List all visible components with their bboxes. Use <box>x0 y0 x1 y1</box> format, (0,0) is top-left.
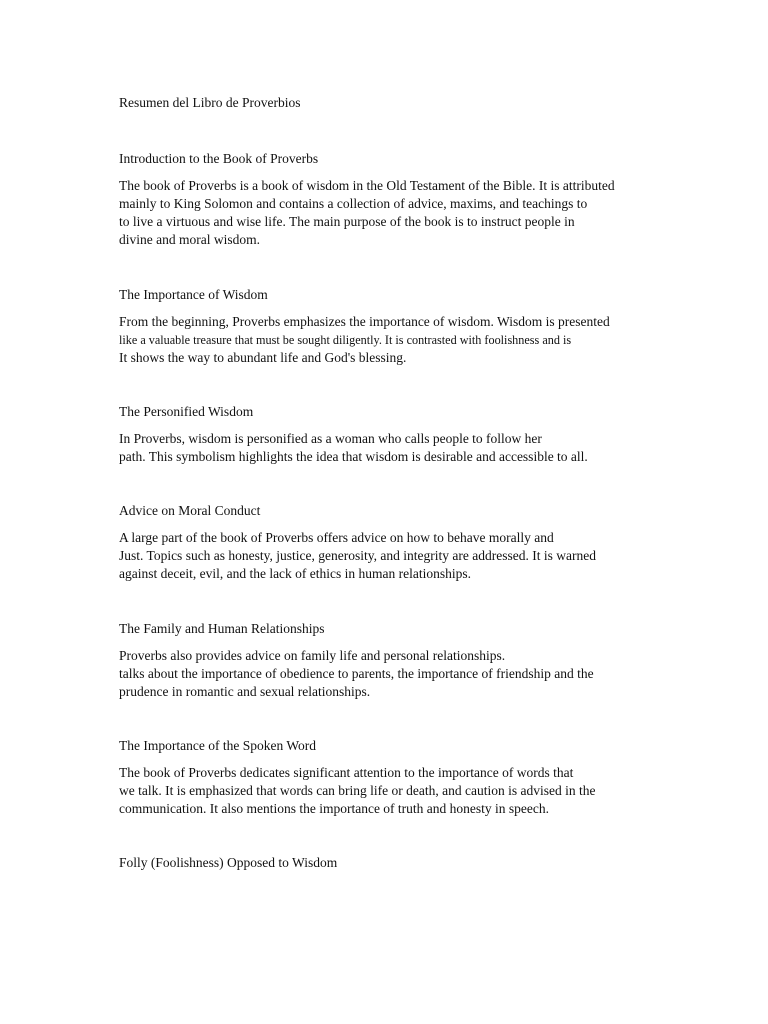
section-importance-of-wisdom <box>119 286 739 367</box>
paragraph-line: Just. Topics such as honesty, justice, generosity, and integrity are addressed. It is warned <box>119 548 596 563</box>
section-heading: Introduction to the Book of Proverbs <box>119 151 319 166</box>
paragraph-line: The book of Proverbs is a book of wisdom in the Old Testament of the Bible. It is attributed <box>119 178 615 193</box>
paragraph-line: we talk. It is emphasized that words can bring life or death, and caution is advised in the <box>119 783 596 798</box>
section-moral-conduct <box>119 502 739 583</box>
paragraph-line: In Proverbs, wisdom is personified as a woman who calls people to follow her <box>119 431 542 446</box>
paragraph-line: Proverbs also provides advice on family life and personal relationships. <box>119 648 506 663</box>
paragraph-line: to live a virtuous and wise life. The main purpose of the book is to instruct people in <box>119 214 575 229</box>
paragraph-line: From the beginning, Proverbs emphasizes the importance of wisdom. Wisdom is presented <box>119 314 610 329</box>
section-heading: The Family and Human Relationships <box>119 621 325 636</box>
section-family-relationships <box>119 620 739 701</box>
section-personified-wisdom <box>119 403 739 466</box>
paragraph-line: mainly to King Solomon and contains a collection of advice, maxims, and teachings to <box>119 196 588 211</box>
paragraph-line: like a valuable treasure that must be sought diligently. It is contrasted with foolishness and is <box>119 333 572 347</box>
paragraph-line: talks about the importance of obedience to parents, the importance of friendship and the <box>119 666 594 681</box>
paragraph-line: path. This symbolism highlights the idea that wisdom is desirable and accessible to all. <box>119 449 588 464</box>
section-heading: The Personified Wisdom <box>119 404 254 419</box>
section-heading: The Importance of Wisdom <box>119 287 268 302</box>
section-heading: Advice on Moral Conduct <box>119 503 261 518</box>
paragraph-line: The book of Proverbs dedicates significant attention to the importance of words that <box>119 765 574 780</box>
paragraph-line: prudence in romantic and sexual relationships. <box>119 684 371 699</box>
section-heading: The Importance of the Spoken Word <box>119 738 316 753</box>
section-heading: Folly (Foolishness) Opposed to Wisdom <box>119 855 338 870</box>
document-title: Resumen del Libro de Proverbios <box>119 95 301 110</box>
section-introduction <box>119 150 739 249</box>
paragraph-line: communication. It also mentions the importance of truth and honesty in speech. <box>119 801 550 816</box>
paragraph-line: It shows the way to abundant life and God's blessing. <box>119 350 407 365</box>
paragraph-line: A large part of the book of Proverbs offers advice on how to behave morally and <box>119 530 554 545</box>
paragraph-line: against deceit, evil, and the lack of ethics in human relationships. <box>119 566 472 581</box>
section-spoken-word <box>119 737 739 818</box>
section-folly <box>119 854 739 881</box>
paragraph-line: divine and moral wisdom. <box>119 232 260 247</box>
